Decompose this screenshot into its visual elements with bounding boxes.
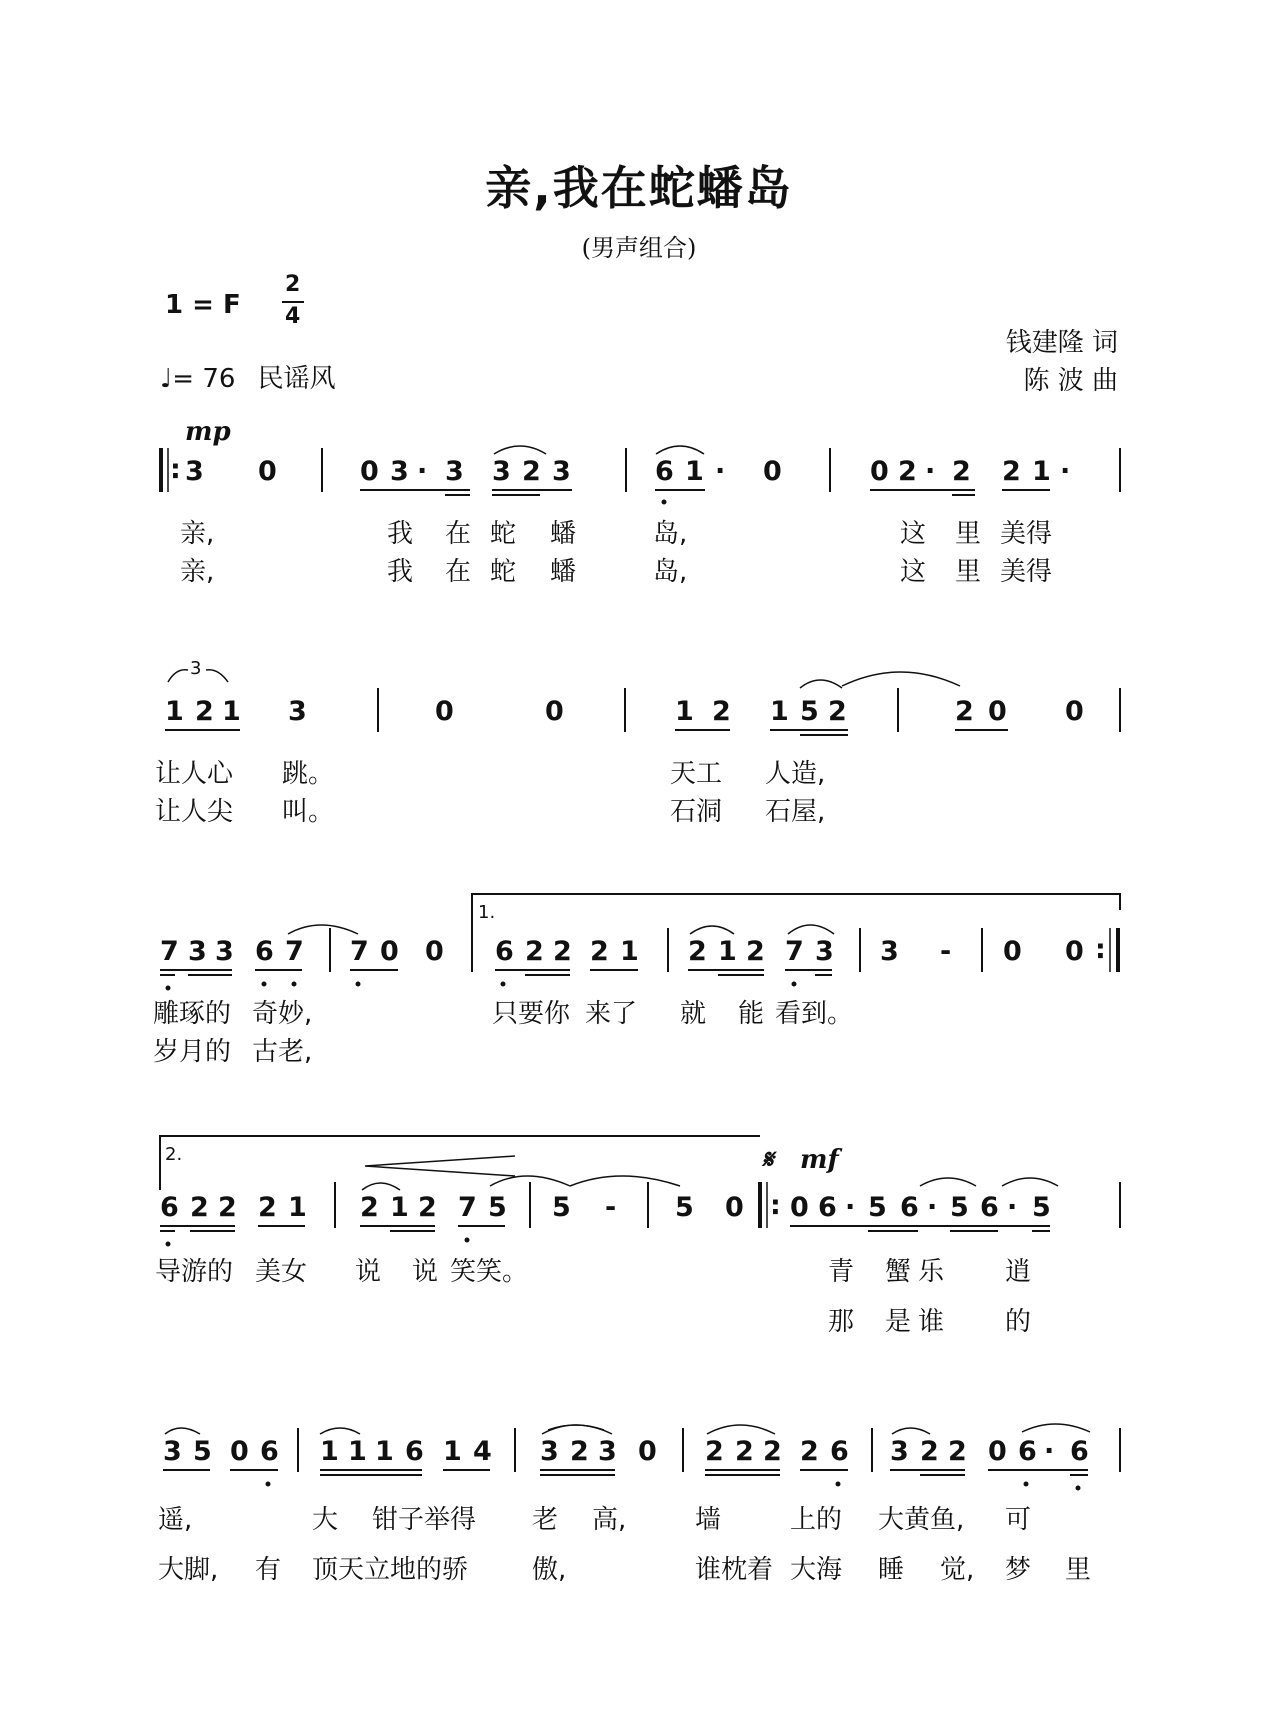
note: 0 (988, 696, 1007, 727)
note: 3 (880, 936, 899, 967)
note: 6 (255, 936, 274, 967)
svg-text:·: · (715, 456, 726, 487)
note: 3 (598, 1436, 617, 1467)
svg-text:·: · (1060, 456, 1071, 487)
lyric: 谁 (918, 1307, 945, 1337)
note: 2 (570, 1436, 589, 1467)
lyric: 蟠 (550, 519, 577, 549)
note: 2 (898, 456, 917, 487)
lyric: 大海 (790, 1555, 843, 1585)
svg-text:·: · (1007, 1192, 1018, 1223)
note: 6 (260, 1436, 279, 1467)
note: 0 (380, 936, 399, 967)
note: 7 (160, 936, 179, 967)
lyric: 石屋, (765, 797, 826, 827)
svg-text:·: · (417, 456, 428, 487)
time-signature-bar (282, 301, 304, 303)
note: 3 (445, 456, 464, 487)
lyric: 奇妙, (252, 999, 313, 1029)
volta-first: 1. (478, 902, 496, 923)
note: 0 (425, 936, 444, 967)
note: 5 (868, 1192, 887, 1223)
note: 0 (545, 696, 564, 727)
lyric: 美得 (1000, 519, 1053, 549)
note: 7 (350, 936, 369, 967)
note: 2 (590, 936, 609, 967)
note: 6 (655, 456, 674, 487)
note: 0 (725, 1192, 744, 1223)
lyric: 让人心 (155, 759, 234, 789)
note: 0 (1003, 936, 1022, 967)
lyric: 那 (828, 1307, 855, 1337)
note: 2 (1002, 456, 1021, 487)
lyric: 石洞 (670, 797, 723, 827)
note: 2 (735, 1436, 754, 1467)
dynamic-mp: mp (185, 417, 231, 447)
lyric: 蟹 (885, 1257, 912, 1287)
note: 2 (800, 1436, 819, 1467)
lyric: 岁月的 (153, 1037, 232, 1067)
note: 6 (495, 936, 514, 967)
svg-text::: : (1095, 934, 1106, 965)
lyric: 蛇 (490, 519, 517, 549)
note: 1 (288, 1192, 307, 1223)
note: 2 (746, 936, 765, 967)
note: 2 (195, 696, 214, 727)
quarter-note-icon: ♩ (160, 364, 173, 394)
note: 1 (390, 1192, 409, 1223)
note: 2 (258, 1192, 277, 1223)
lyric: 古老, (252, 1037, 313, 1067)
note: 5 (1032, 1192, 1051, 1223)
note: 1 (443, 1436, 462, 1467)
svg-text:·: · (925, 456, 936, 487)
svg-text:·: · (845, 1192, 856, 1223)
note: 1 (718, 936, 737, 967)
lyric: 就 (680, 999, 707, 1029)
lyric: 亲, (180, 519, 215, 549)
note: 5 (800, 696, 819, 727)
note: 4 (473, 1436, 492, 1467)
note: 3 (540, 1436, 559, 1467)
lyric: 我 (387, 557, 414, 587)
lyric: 叫。 (282, 797, 335, 827)
note: 2 (418, 1192, 437, 1223)
lyric: 只要你 (492, 999, 571, 1029)
dynamic-mf: mf (800, 1145, 839, 1175)
note: 3 (890, 1436, 909, 1467)
lyric: 大黄鱼, (878, 1505, 965, 1535)
lyric: 墙 (695, 1505, 722, 1535)
lyric: 亲, (180, 557, 215, 587)
lyric: 说 (355, 1257, 382, 1287)
lyric: 大脚, (158, 1555, 219, 1585)
note: 6 (900, 1192, 919, 1223)
note: 6 (830, 1436, 849, 1467)
tempo-marking: ♩= 76 民谣风 (160, 364, 336, 394)
lyric: 这 (900, 557, 927, 587)
style-marking: 民谣风 (257, 364, 336, 394)
note: 2 (525, 936, 544, 967)
note: 2 (955, 696, 974, 727)
note: - (940, 936, 952, 967)
note: 3 (492, 456, 511, 487)
subtitle: (男声组合) (581, 234, 697, 262)
lyric: 在 (445, 519, 472, 549)
lyric: 睡 (878, 1555, 905, 1585)
lyric: 笑笑。 (450, 1257, 529, 1287)
note: 5 (950, 1192, 969, 1223)
lyric: 在 (445, 557, 472, 587)
lyric: 跳。 (282, 759, 335, 789)
lyric: 里 (1065, 1555, 1092, 1585)
note: 2 (705, 1436, 724, 1467)
lyric: 导游的 (155, 1257, 234, 1287)
note: 3 (288, 696, 307, 727)
lyric: 看到。 (775, 999, 854, 1029)
segno-icon: 𝄋 (762, 1145, 774, 1175)
note: 0 (258, 456, 277, 487)
time-signature-bottom: 4 (285, 304, 301, 329)
note: 3 (188, 936, 207, 967)
svg-text:·: · (927, 1192, 938, 1223)
lyric: 岛, (653, 519, 688, 549)
note: 0 (360, 456, 379, 487)
time-signature-top: 2 (285, 272, 301, 297)
lyric: 岛, (653, 557, 688, 587)
lyric: 天工 (670, 759, 723, 789)
lyric: 大 (312, 1505, 339, 1535)
lyric: 雕琢的 (153, 999, 232, 1029)
lyric: 遥, (158, 1505, 193, 1535)
score-system-1 (0, 410, 1278, 600)
lyric: 傲, (532, 1555, 567, 1585)
note: 2 (952, 456, 971, 487)
score-system-3 (0, 880, 1278, 1080)
note: 2 (763, 1436, 782, 1467)
note: 2 (828, 696, 847, 727)
lyric: 说 (412, 1257, 439, 1287)
note: 5 (488, 1192, 507, 1223)
lyric: 美女 (255, 1257, 308, 1287)
note: 2 (553, 936, 572, 967)
note: 1 (685, 456, 704, 487)
score-system-4 (0, 1130, 1278, 1345)
note: 0 (1065, 936, 1084, 967)
note: 5 (193, 1436, 212, 1467)
note: 1 (165, 696, 184, 727)
lyric: 里 (955, 557, 982, 587)
note: 5 (552, 1192, 571, 1223)
note: 6 (160, 1192, 179, 1223)
note: 6 (818, 1192, 837, 1223)
note: 6 (1018, 1436, 1037, 1467)
note: 1 (222, 696, 241, 727)
lyric: 蟠 (550, 557, 577, 587)
lyric: 可 (1005, 1505, 1032, 1535)
lyric: 美得 (1000, 557, 1053, 587)
note: 3 (185, 456, 204, 487)
note: 0 (763, 456, 782, 487)
volta-second: 2. (165, 1144, 183, 1165)
note: 1 (375, 1436, 394, 1467)
note: 2 (948, 1436, 967, 1467)
note: 0 (870, 456, 889, 487)
lyric: 来了 (585, 999, 638, 1029)
note: 1 (675, 696, 694, 727)
svg-text:·: · (1044, 1436, 1055, 1467)
note: 0 (1065, 696, 1084, 727)
note: 2 (522, 456, 541, 487)
lyric: 是 (885, 1307, 912, 1337)
lyric: 里 (955, 519, 982, 549)
score-system-2 (0, 650, 1278, 840)
note: 3 (815, 936, 834, 967)
lyric: 顶天立地的骄 (312, 1555, 469, 1585)
note: 3 (215, 936, 234, 967)
note: 7 (785, 936, 804, 967)
note: 2 (712, 696, 731, 727)
note: 7 (458, 1192, 477, 1223)
note: 2 (920, 1436, 939, 1467)
page-title: 亲,我在蛇蟠岛 (485, 161, 793, 215)
note: 2 (218, 1192, 237, 1223)
note: 0 (435, 696, 454, 727)
note: 3 (390, 456, 409, 487)
note: 1 (320, 1436, 339, 1467)
lyric: 我 (387, 519, 414, 549)
lyric: 谁枕着 (695, 1555, 774, 1585)
svg-text::: : (770, 1190, 781, 1221)
triplet-marking: 3 (190, 658, 202, 679)
note: 0 (230, 1436, 249, 1467)
lyric: 让人尖 (155, 797, 234, 827)
lyric: 上的 (790, 1505, 843, 1535)
lyric: 高, (592, 1505, 627, 1535)
note: 0 (790, 1192, 809, 1223)
lyric: 梦 (1005, 1555, 1032, 1585)
note: 0 (638, 1436, 657, 1467)
lyric: 老 (532, 1505, 559, 1535)
note: 6 (1070, 1436, 1089, 1467)
note: 3 (552, 456, 571, 487)
note: 1 (620, 936, 639, 967)
lyric: 觉, (940, 1555, 975, 1585)
lyric: 乐 (918, 1257, 945, 1287)
lyric: 逍 (1005, 1257, 1032, 1287)
note: 2 (190, 1192, 209, 1223)
note: 0 (988, 1436, 1007, 1467)
lyric: 这 (900, 519, 927, 549)
note: 3 (163, 1436, 182, 1467)
lyric: 人造, (765, 759, 826, 789)
note: 6 (980, 1192, 999, 1223)
note: 6 (405, 1436, 424, 1467)
lyricist-credit: 钱建隆 词 (1005, 328, 1118, 358)
note: 2 (360, 1192, 379, 1223)
lyric: 青 (828, 1257, 855, 1287)
note: 1 (348, 1436, 367, 1467)
note: - (605, 1192, 617, 1223)
note: 1 (1032, 456, 1051, 487)
composer-credit: 陈 波 曲 (1023, 366, 1118, 396)
note: 2 (688, 936, 707, 967)
lyric: 钳子举得 (372, 1505, 477, 1535)
lyric: 的 (1005, 1307, 1032, 1337)
score-system-5 (0, 1400, 1278, 1600)
key-signature: 1 = F (165, 290, 241, 320)
lyric: 蛇 (490, 557, 517, 587)
lyric: 能 (738, 999, 765, 1029)
note: 7 (285, 936, 304, 967)
lyric: 有 (255, 1555, 282, 1585)
note: 5 (675, 1192, 694, 1223)
note: 1 (770, 696, 789, 727)
svg-text::: : (170, 454, 181, 485)
